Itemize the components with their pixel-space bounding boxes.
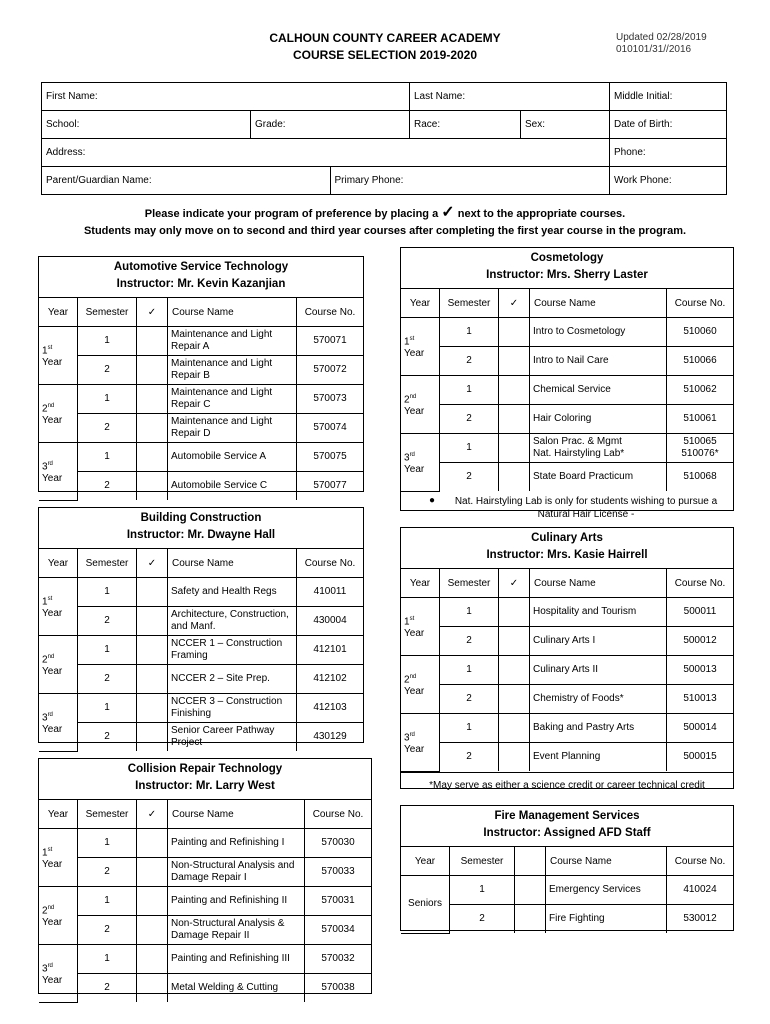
address-field[interactable]: Address: [42,139,610,167]
course-number: 500015 [667,743,734,772]
selection-cell[interactable] [137,472,168,501]
semester: 1 [78,385,137,414]
course-name: Safety and Health Regs [168,578,297,607]
course-table [401,288,733,492]
semester: 1 [440,656,499,685]
year-2: 2nd Year [401,656,440,714]
building-construction-program [38,507,364,748]
col-year: Year [39,549,78,578]
table-row [401,627,733,656]
table-row [401,405,733,434]
course-number: 430129 [297,723,364,752]
col-semester: Semester [78,549,137,578]
course-number: 570032 [305,945,372,974]
semester: 2 [78,974,137,1003]
table-row [401,905,733,934]
table-row [401,685,733,714]
table-row [401,318,733,347]
col-blank [515,847,546,876]
col-course-name: Course Name [168,298,297,327]
semester: 1 [440,598,499,627]
year-seniors: Seniors [401,876,450,934]
table-row [39,327,363,356]
course-table [401,846,733,934]
selection-cell[interactable] [137,694,168,723]
year-2: 2nd Year [39,887,78,945]
table-row [401,376,733,405]
course-number: 510065 510076* [667,434,734,463]
course-name: Hair Coloring [530,405,667,434]
course-number: 430004 [297,607,364,636]
program-instructor: Instructor: Mr. Dwayne Hall [126,529,276,541]
col-semester: Semester [78,298,137,327]
semester: 1 [78,636,137,665]
course-number: 510013 [667,685,734,714]
course-name: NCCER 3 – Construction Finishing [168,694,297,723]
col-course-no: Course No. [305,800,372,829]
table-row [401,714,733,743]
table-row [39,916,371,945]
course-number: 570033 [305,858,372,887]
course-name: Painting and Refinishing III [168,945,305,974]
course-name: Hospitality and Tourism [530,598,667,627]
updated-date: Updated 02/28/2019 [616,32,707,43]
year-2: 2nd Year [401,376,440,434]
selection-cell[interactable] [515,905,546,934]
semester: 2 [78,723,137,752]
course-number: 530012 [667,905,734,934]
year-3: 3rd Year [39,443,78,501]
table-row [401,598,733,627]
program-instructor: Instructor: Mrs. Sherry Laster [486,269,648,281]
semester: 2 [78,916,137,945]
semester: 2 [78,472,137,501]
year-3: 3rd Year [39,945,78,1003]
phone-field[interactable]: Phone: [610,139,727,167]
year-1: 1st Year [39,327,78,385]
selection-cell[interactable] [137,327,168,356]
course-number: 500014 [667,714,734,743]
selection-cell[interactable] [137,887,168,916]
selection-cell[interactable] [499,598,530,627]
table-row [39,858,371,887]
table-row [401,434,733,463]
checkmark-icon: ✓ [441,204,455,221]
school-name: CALHOUN COUNTY CAREER ACADEMY [269,31,501,45]
col-course-no: Course No. [297,298,364,327]
col-course-no: Course No. [297,549,364,578]
selection-cell[interactable] [499,685,530,714]
course-name: Culinary Arts I [530,627,667,656]
revision-code: 010101/31//2016 [616,44,692,55]
table-row [39,829,371,858]
table-row [39,607,363,636]
course-name: State Board Practicum [530,463,667,492]
course-number: 570073 [297,385,364,414]
course-number: 570074 [297,414,364,443]
semester: 1 [78,578,137,607]
culinary-arts-program [400,527,734,789]
selection-cell[interactable] [499,463,530,492]
course-number: 570071 [297,327,364,356]
instruction-prerequisite: Students may only move on to second and third year courses after completing the first year course in the program. [83,225,687,237]
course-number: 500012 [667,627,734,656]
course-table [39,799,371,1003]
table-row [39,385,363,414]
semester: 1 [440,434,499,463]
year-2: 2nd Year [39,636,78,694]
col-course-name: Course Name [168,800,305,829]
selection-cell[interactable] [137,916,168,945]
course-name: Maintenance and Light Repair B [168,356,297,385]
year-3: 3rd Year [401,434,440,492]
course-number: 570034 [305,916,372,945]
course-name: Maintenance and Light Repair D [168,414,297,443]
course-name: Event Planning [530,743,667,772]
course-name: Senior Career Pathway Project [168,723,297,752]
course-number: 410024 [667,876,734,905]
sex-field[interactable]: Sex: [521,111,610,139]
semester: 2 [450,905,515,934]
course-name: NCCER 2 – Site Prep. [168,665,297,694]
semester: 1 [78,829,137,858]
course-number: 570038 [305,974,372,1003]
semester: 2 [78,356,137,385]
program-title: Automotive Service Technology [113,261,289,273]
course-name: Maintenance and Light Repair C [168,385,297,414]
selection-cell[interactable] [137,665,168,694]
instruction-text: Please indicate your program of preference by placing a [144,208,439,220]
course-name: Emergency Services [546,876,667,905]
course-table [39,548,363,752]
semester: 2 [78,414,137,443]
course-number: 510062 [667,376,734,405]
course-name: Maintenance and Light Repair A [168,327,297,356]
col-year: Year [401,847,450,876]
last-name-field[interactable]: Last Name: [410,83,610,111]
col-checkmark-icon: ✓ [137,549,168,578]
course-number: 500011 [667,598,734,627]
course-number: 510060 [667,318,734,347]
year-1: 1st Year [401,598,440,656]
program-title: Culinary Arts [531,532,603,544]
semester: 1 [78,887,137,916]
selection-cell[interactable] [137,578,168,607]
course-table [401,568,733,772]
course-name: Architecture, Construction, and Manf. [168,607,297,636]
col-semester: Semester [450,847,515,876]
course-number: 570077 [297,472,364,501]
semester: 1 [78,443,137,472]
selection-cell[interactable] [499,434,530,463]
course-name: Painting and Refinishing I [168,829,305,858]
col-semester: Semester [440,569,499,598]
program-title: Collision Repair Technology [127,763,283,775]
table-row [39,636,363,665]
collision-repair-program [38,758,372,994]
selection-cell[interactable] [137,945,168,974]
table-row [39,887,371,916]
course-number: 570072 [297,356,364,385]
form-name: COURSE SELECTION 2019-2020 [292,48,478,62]
semester: 2 [440,743,499,772]
course-number: 570030 [305,829,372,858]
first-name-field[interactable]: First Name: [42,83,410,111]
culinary-note: *May serve as either a science credit or career technical credit [401,772,733,792]
selection-cell[interactable] [137,414,168,443]
course-name: Salon Prac. & Mgmt Nat. Hairstyling Lab* [530,434,667,463]
selection-cell[interactable] [499,714,530,743]
instructions [0,204,770,240]
course-name: Intro to Nail Care [530,347,667,376]
selection-cell[interactable] [137,636,168,665]
course-number: 412101 [297,636,364,665]
year-2: 2nd Year [39,385,78,443]
col-checkmark-icon: ✓ [137,298,168,327]
semester: 2 [440,405,499,434]
course-name: Automobile Service A [168,443,297,472]
guardian-name-field[interactable]: Parent/Guardian Name: [42,167,331,195]
student-info-form [41,82,727,195]
selection-cell[interactable] [499,656,530,685]
program-instructor: Instructor: Mrs. Kasie Hairrell [486,549,648,561]
table-row [401,463,733,492]
col-course-name: Course Name [530,289,667,318]
course-number: 412102 [297,665,364,694]
course-name: Metal Welding & Cutting [168,974,305,1003]
program-title: Cosmetology [530,252,604,264]
year-1: 1st Year [39,578,78,636]
program-title: Building Construction [140,512,262,524]
program-instructor: Instructor: Assigned AFD Staff [483,827,651,839]
selection-cell[interactable] [499,347,530,376]
table-row [401,347,733,376]
semester: 2 [440,627,499,656]
col-course-name: Course Name [168,549,297,578]
year-1: 1st Year [39,829,78,887]
course-table [39,297,363,501]
table-row [39,472,363,501]
selection-cell[interactable] [515,876,546,905]
course-name: Fire Fighting [546,905,667,934]
course-number: 500013 [667,656,734,685]
col-year: Year [39,298,78,327]
fire-management-program [400,805,734,931]
semester: 2 [78,607,137,636]
course-name: Non-Structural Analysis & Damage Repair II [168,916,305,945]
instruction-text-end: next to the appropriate courses. [457,208,626,220]
course-number: 510068 [667,463,734,492]
table-row [39,945,371,974]
col-year: Year [39,800,78,829]
program-instructor: Instructor: Mr. Kevin Kazanjian [116,278,286,290]
selection-cell[interactable] [137,829,168,858]
semester: 1 [440,714,499,743]
selection-cell[interactable] [137,607,168,636]
col-year: Year [401,569,440,598]
selection-cell[interactable] [137,858,168,887]
cosmetology-note: ● Nat. Hairstyling Lab is only for students wishing to pursue a Natural Hair License - [429,494,718,520]
course-name: Baking and Pastry Arts [530,714,667,743]
bullet-icon: ● [429,494,436,506]
semester: 2 [440,463,499,492]
semester: 2 [78,665,137,694]
work-phone-field[interactable]: Work Phone: [610,167,727,195]
primary-phone-field[interactable]: Primary Phone: [330,167,610,195]
course-name: Chemistry of Foods* [530,685,667,714]
middle-initial-field[interactable]: Middle Initial: [610,83,727,111]
table-row [39,443,363,472]
course-number: 570075 [297,443,364,472]
semester: 1 [450,876,515,905]
selection-cell[interactable] [137,443,168,472]
col-course-no: Course No. [667,847,734,876]
selection-cell[interactable] [499,318,530,347]
selection-cell[interactable] [137,385,168,414]
course-number: 412103 [297,694,364,723]
table-row [39,723,363,752]
course-name: Painting and Refinishing II [168,887,305,916]
col-semester: Semester [78,800,137,829]
table-row [401,656,733,685]
col-checkmark-icon: ✓ [499,569,530,598]
table-row [39,665,363,694]
selection-cell[interactable] [499,627,530,656]
col-course-name: Course Name [530,569,667,598]
table-row [39,694,363,723]
course-number: 410011 [297,578,364,607]
semester: 1 [440,376,499,405]
selection-cell[interactable] [499,743,530,772]
year-1: 1st Year [401,318,440,376]
selection-cell[interactable] [137,974,168,1003]
course-name: Non-Structural Analysis and Damage Repair I [168,858,305,887]
col-year: Year [401,289,440,318]
updated-note [616,32,707,56]
semester: 1 [78,327,137,356]
semester: 2 [440,685,499,714]
col-course-no: Course No. [667,569,734,598]
semester: 2 [78,858,137,887]
semester: 1 [440,318,499,347]
program-title: Fire Management Services [494,810,640,822]
year-3: 3rd Year [39,694,78,752]
table-row [401,876,733,905]
course-name: Chemical Service [530,376,667,405]
course-number: 510061 [667,405,734,434]
course-number: 510066 [667,347,734,376]
selection-cell[interactable] [137,356,168,385]
course-name: Intro to Cosmetology [530,318,667,347]
date-of-birth-field[interactable]: Date of Birth: [610,111,727,139]
selection-cell[interactable] [499,405,530,434]
col-checkmark-icon: ✓ [137,800,168,829]
table-row [39,356,363,385]
race-field[interactable]: Race: [410,111,521,139]
course-number: 570031 [305,887,372,916]
semester: 1 [78,945,137,974]
course-name: Automobile Service C [168,472,297,501]
semester: 2 [440,347,499,376]
col-course-name: Course Name [546,847,667,876]
automotive-program [38,256,364,492]
semester: 1 [78,694,137,723]
table-row [39,974,371,1003]
col-checkmark-icon: ✓ [499,289,530,318]
selection-cell[interactable] [137,723,168,752]
table-row [401,743,733,772]
grade-field[interactable]: Grade: [251,111,410,139]
course-name: NCCER 1 – Construction Framing [168,636,297,665]
year-3: 3rd Year [401,714,440,772]
table-row [39,578,363,607]
table-row [39,414,363,443]
school-field[interactable]: School: [42,111,251,139]
course-name: Culinary Arts II [530,656,667,685]
col-course-no: Course No. [667,289,734,318]
col-semester: Semester [440,289,499,318]
program-instructor: Instructor: Mr. Larry West [135,780,275,792]
selection-cell[interactable] [499,376,530,405]
cosmetology-program [400,247,734,520]
